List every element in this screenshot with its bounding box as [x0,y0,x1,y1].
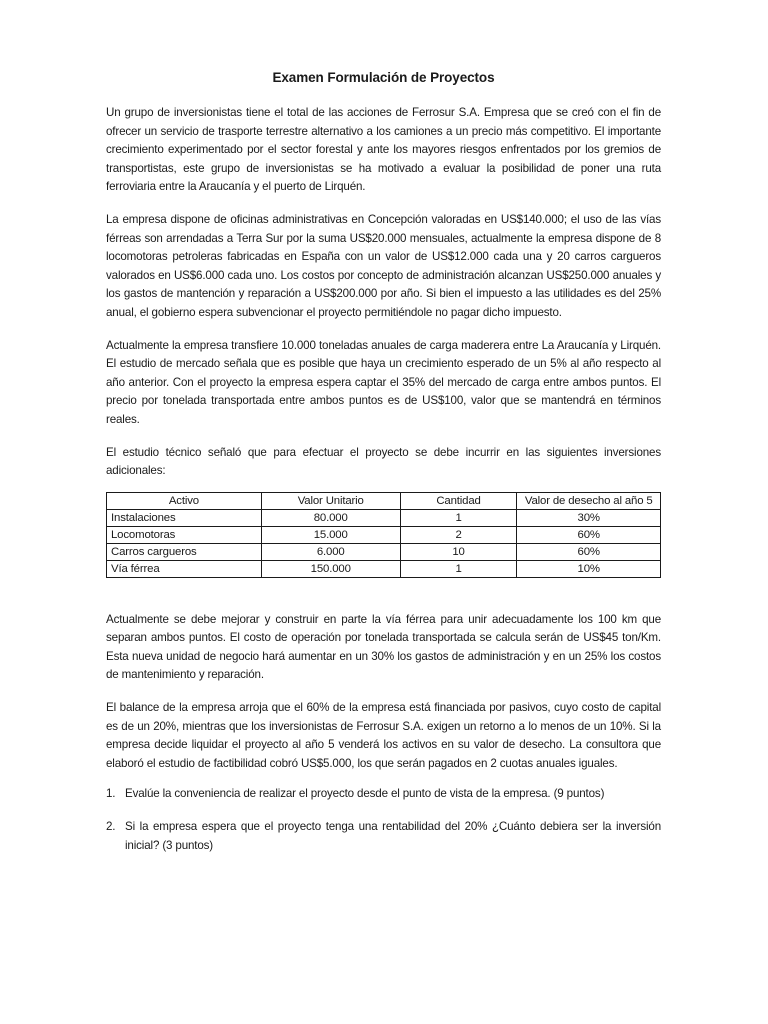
table-cell: Instalaciones [107,509,262,526]
table-cell: 15.000 [261,526,400,543]
paragraph-intro-company: Un grupo de inversionistas tiene el total de las acciones de Ferrosur S.A. Empresa que se creó con el fin de ofrecer un servicio de trasporte terrestre alternativo a los camiones a un precio más competitivo. El importante crecimiento experimentado por el sector forestal y ante los mayores riesgos enfrentados por los gremios de transportistas, este grupo de inversionistas se ha motivado a evaluar la posibilidad de poner una ruta ferroviaria entre la Araucanía y el puerto de Lirquén. [106,106,661,194]
table-header-row [107,492,661,509]
document-title: Examen Formulación de Proyectos [272,70,495,85]
paragraph-financing: El balance de la empresa arroja que el 60% de la empresa está financiada por pasivos, cuyo costo de capital es de un 20%, mientras que los inversionistas de Ferrosur S.A. exigen un retorno a lo menos de un 10%. Si la empresa decide liquidar el proyecto al año 5 venderá los activos en su valor de desecho. La consultora que elaboró el estudio de factibilidad cobró US$5.000, los que serán pagados en 2 cuotas anuales iguales. [106,701,661,770]
table-row [107,526,661,543]
questions-list [106,785,661,855]
table-cell: Vía férrea [107,560,262,577]
table-row [107,543,661,560]
paragraph-intro-assets: La empresa dispone de oficinas administrativas en Concepción valoradas en US$140.000; el uso de las vías férreas son arrendadas a Terra Sur por la suma US$20.000 mensuales, actualmente la empresa dispone de 8 locomotoras petroleras fabricadas en España con un valor de US$12.000 cada una y 20 carros cargueros valorados en US$6.000 cada uno. Los costos por concepto de administración alcanzan US$250.000 anuales y los gastos de mantención y reparación a US$200.000 por año. Si bien el impuesto a las utilidades es del 25% anual, el gobierno espera subvencionar el proyecto permitiéndole no pagar dicho impuesto. [106,212,661,319]
paragraph-intro-market: Actualmente la empresa transfiere 10.000 toneladas anuales de carga maderera entre La Araucanía y Lirquén. El estudio de mercado señala que es posible que haya un crecimiento esperado de un 5% al año respecto al año anterior. Con el proyecto la empresa espera captar el 35% del mercado de carga entre ambos puntos. El precio por tonelada transportada entre ambos puntos es de US$100, valor que se mantendrá en términos reales. [106,338,661,426]
paragraph-intro-investments: El estudio técnico señaló que para efectuar el proyecto se debe incurrir en las siguientes inversiones adicionales: [106,445,661,478]
question-text: Si la empresa espera que el proyecto tenga una rentabilidad del 20% ¿Cuánto debiera ser la inversión inicial? (3 puntos) [125,820,661,852]
table-row [107,560,661,577]
table-cell: 60% [517,543,661,560]
question-item [106,818,661,855]
table-cell: 10 [400,543,517,560]
table-cell: 80.000 [261,509,400,526]
table-cell: Carros cargueros [107,543,262,560]
question-text: Evalúe la conveniencia de realizar el proyecto desde el punto de vista de la empresa. (9 puntos) [125,787,605,801]
investments-table [106,492,661,578]
table-header-cell: Activo [107,492,262,509]
paragraph-railway-costs: Actualmente se debe mejorar y construir en parte la vía férrea para unir adecuadamente los 100 km que separan ambos puntos. El costo de operación por tonelada transportada se calcula serán de US$45 ton/Km. Esta nueva unidad de negocio hará aumentar en un 30% los gastos de administración y en un 25% los costos de mantenimiento y reparación. [106,612,661,682]
table-cell: Locomotoras [107,526,262,543]
exam-document [106,70,661,869]
table-cell: 10% [517,560,661,577]
table-header-cell: Valor de desecho al año 5 [517,492,661,509]
table-header-cell: Valor Unitario [261,492,400,509]
table-header-cell: Cantidad [400,492,517,509]
table-cell: 1 [400,560,517,577]
table-cell: 1 [400,509,517,526]
table-row [107,509,661,526]
table-cell: 6.000 [261,543,400,560]
table-cell: 2 [400,526,517,543]
table-cell: 60% [517,526,661,543]
question-item [106,785,661,804]
table-cell: 150.000 [261,560,400,577]
question-number: 2. [106,820,116,834]
table-cell: 30% [517,509,661,526]
question-number: 1. [106,787,116,801]
